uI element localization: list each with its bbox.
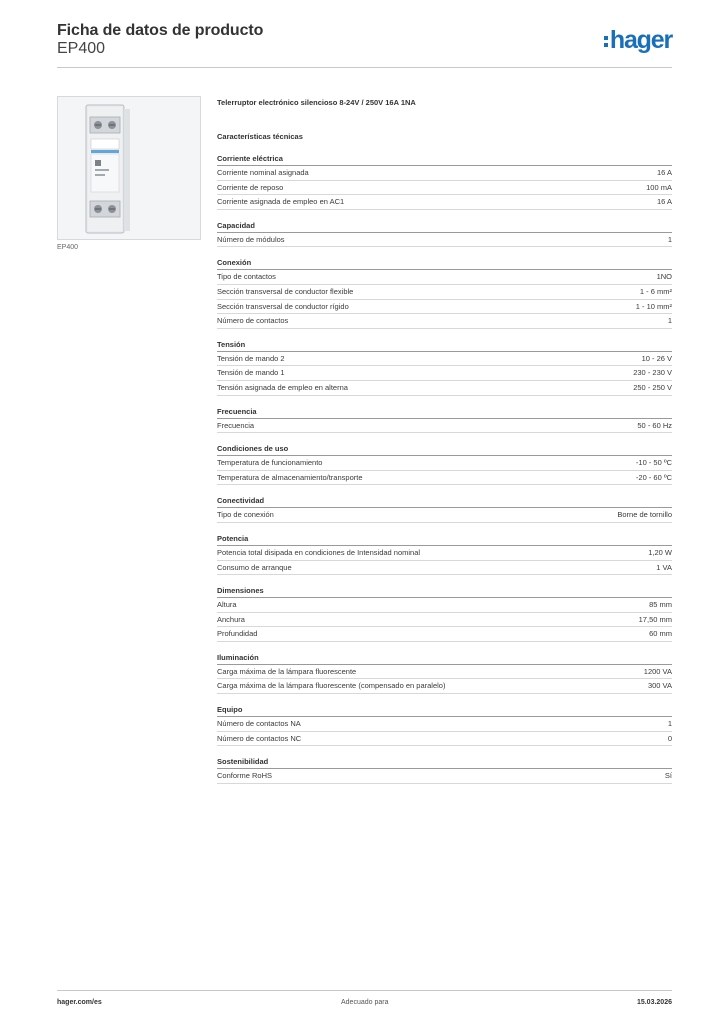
spec-row [217, 679, 672, 694]
spec-label: Consumo de arranque [217, 562, 292, 572]
spec-label: Potencia total disipada en condiciones de Intensidad nominal [217, 547, 421, 557]
spec-row [217, 717, 672, 732]
spec-label: Corriente nominal asignada [217, 168, 309, 177]
spec-row [217, 769, 672, 784]
spec-label: Número de módulos [217, 234, 285, 244]
spec-label: Corriente de reposo [217, 182, 284, 192]
spec-row [217, 300, 672, 315]
spec-row [217, 419, 672, 434]
spec-row [217, 166, 672, 181]
spec-row [217, 613, 672, 628]
header-divider [57, 67, 672, 68]
spec-value: 85 mm [649, 600, 672, 610]
spec-row [217, 195, 672, 210]
spec-group-title: Frecuencia [217, 406, 672, 419]
spec-label: Sección transversal de conductor rígido [217, 301, 349, 311]
spec-label: Tipo de contactos [217, 272, 276, 282]
spec-value: 1 VA [656, 562, 672, 572]
spec-value: 10 - 26 V [641, 353, 672, 363]
spec-group [217, 756, 672, 784]
spec-value: 1 [667, 719, 672, 729]
spec-label: Altura [217, 600, 237, 610]
spec-value: 100 mA [646, 182, 672, 192]
spec-group-title: Sostenibilidad [217, 756, 672, 769]
spec-label: Carga máxima de la lámpara fluorescente [217, 666, 357, 676]
spec-group-title: Corriente eléctrica [217, 153, 672, 166]
spec-value: 1 - 6 mm² [639, 286, 672, 296]
spec-label: Profundidad [217, 629, 258, 639]
spec-group-title: Condiciones de uso [217, 443, 672, 456]
spec-value: 16 A [656, 168, 672, 177]
spec-label: Tensión de mando 1 [217, 368, 285, 378]
image-caption: EP400 [57, 244, 79, 251]
spec-group-title: Equipo [217, 704, 672, 717]
spec-value: 1 [667, 316, 672, 326]
spec-groups [217, 153, 672, 784]
hager-logo [604, 28, 672, 53]
spec-group [217, 443, 672, 485]
spec-label: Temperatura de funcionamiento [217, 458, 323, 468]
spec-group-title: Conexión [217, 257, 672, 270]
spec-value: 1,20 W [648, 547, 672, 557]
spec-row [217, 627, 672, 642]
spec-content [217, 97, 672, 784]
spec-row [217, 546, 672, 561]
spec-row [217, 381, 672, 396]
spec-row [217, 181, 672, 196]
spec-group [217, 495, 672, 523]
spec-label: Sección transversal de conductor flexible [217, 286, 354, 296]
spec-value: 0 [667, 733, 672, 743]
spec-row [217, 508, 672, 523]
footer-date: 15.03.2026 [636, 999, 672, 1006]
spec-value: 1 [667, 234, 672, 244]
logo-wordmark: hager [609, 26, 672, 54]
spec-value: Borne de tornillo [617, 510, 672, 520]
spec-row [217, 270, 672, 285]
footer-divider [57, 990, 672, 991]
spec-group [217, 339, 672, 396]
spec-row [217, 732, 672, 747]
spec-value: 250 - 250 V [633, 382, 672, 392]
technical-characteristics-heading: Características técnicas [217, 132, 303, 141]
spec-value: -10 - 50 ºC [635, 458, 672, 468]
spec-label: Corriente asignada de empleo en AC1 [217, 197, 345, 207]
modular-switch-icon [58, 97, 200, 239]
spec-value: 1 - 10 mm² [635, 301, 672, 311]
spec-value: 1200 VA [643, 666, 672, 676]
footer-website: hager.com/es [57, 999, 102, 1006]
spec-group-title: Capacidad [217, 220, 672, 233]
spec-group [217, 153, 672, 210]
spec-row [217, 471, 672, 486]
footer-center-text: Adecuado para [341, 999, 389, 1006]
logo-dots-icon [604, 33, 608, 50]
spec-group [217, 220, 672, 248]
product-description: Telerruptor electrónico silencioso 8-24V / 250V 16A 1NA [217, 98, 416, 107]
spec-row [217, 366, 672, 381]
spec-value: 50 - 60 Hz [637, 420, 672, 430]
product-image [57, 96, 201, 240]
spec-group-title: Iluminación [217, 652, 672, 665]
spec-label: Frecuencia [217, 420, 255, 430]
spec-value: Sí [664, 771, 672, 781]
spec-group-title: Conectividad [217, 495, 672, 508]
spec-group-title: Potencia [217, 533, 672, 546]
spec-label: Número de contactos NC [217, 733, 302, 743]
spec-group [217, 704, 672, 746]
spec-row [217, 561, 672, 576]
spec-row [217, 233, 672, 248]
spec-value: 60 mm [649, 629, 672, 639]
spec-group [217, 406, 672, 434]
spec-value: 1NO [656, 272, 672, 282]
spec-group [217, 585, 672, 642]
spec-row [217, 352, 672, 367]
spec-value: -20 - 60 ºC [635, 472, 672, 482]
spec-label: Conforme RoHS [217, 771, 273, 781]
spec-label: Tensión asignada de empleo en alterna [217, 382, 348, 392]
spec-group [217, 257, 672, 328]
spec-group [217, 533, 672, 575]
spec-group-title: Dimensiones [217, 585, 672, 598]
spec-row [217, 314, 672, 329]
spec-label: Carga máxima de la lámpara fluorescente (compensado en paralelo) [217, 681, 446, 691]
spec-row [217, 598, 672, 613]
spec-row [217, 456, 672, 471]
spec-group-title: Tensión [217, 339, 672, 352]
page-title: Ficha de datos de producto [57, 22, 264, 39]
spec-value: 300 VA [647, 681, 672, 691]
spec-label: Temperatura de almacenamiento/transporte [217, 472, 363, 482]
spec-label: Número de contactos [217, 316, 289, 326]
spec-label: Tipo de conexión [217, 510, 274, 520]
spec-row [217, 665, 672, 680]
spec-value: 17,50 mm [638, 614, 672, 624]
product-reference: EP400 [57, 40, 106, 57]
spec-group [217, 652, 672, 694]
spec-label: Número de contactos NA [217, 719, 301, 729]
spec-row [217, 285, 672, 300]
spec-value: 16 A [656, 197, 672, 207]
spec-value: 230 - 230 V [633, 368, 672, 378]
spec-label: Tensión de mando 2 [217, 353, 285, 363]
spec-label: Anchura [217, 614, 245, 624]
